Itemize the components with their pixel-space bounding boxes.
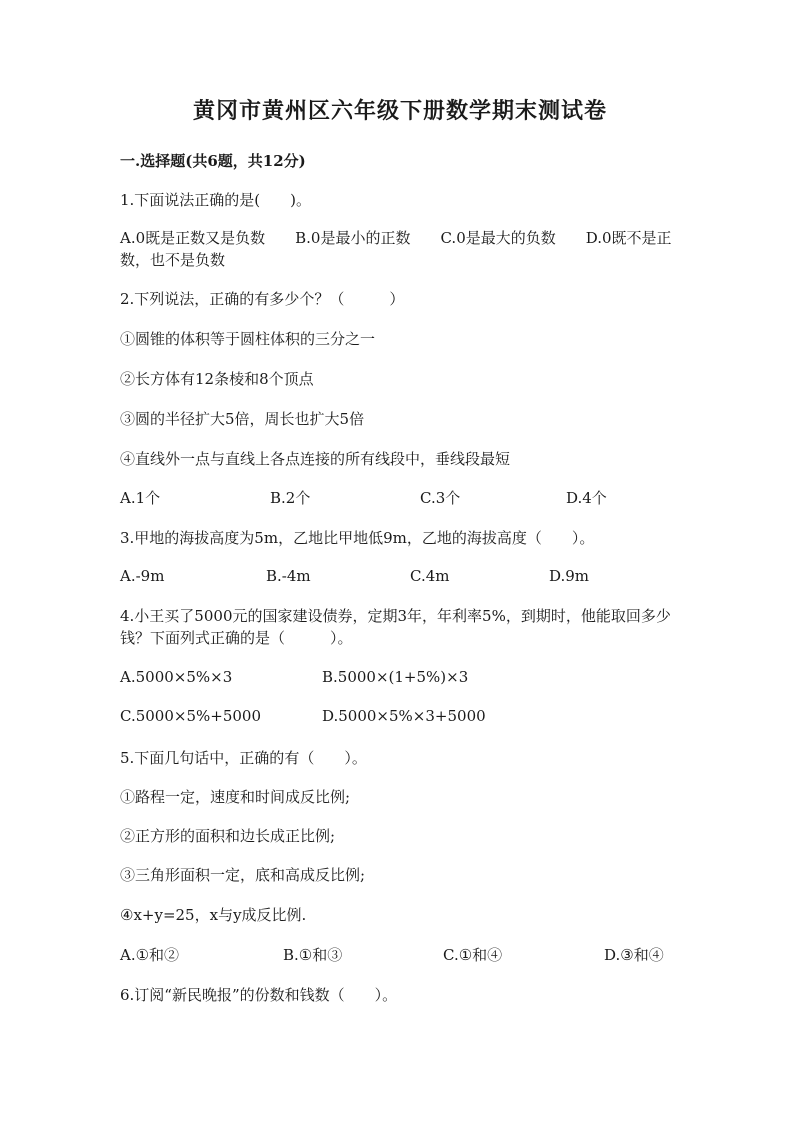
question-2-option-c: C.3个 [420, 489, 461, 507]
question-5-item-1: ①路程一定，速度和时间成反比例; [120, 788, 351, 806]
question-3-stem: 3.甲地的海拔高度为5m，乙地比甲地低9m，乙地的海拔高度（ ）。 [120, 529, 595, 547]
question-4-option-a: A.5000×5%×3 [120, 668, 233, 686]
question-5-option-d: D.③和④ [604, 946, 664, 964]
question-6-stem: 6.订阅“新民晚报”的份数和钱数（ ）。 [120, 986, 398, 1004]
section-heading: 一.选择题(共6题，共12分) [120, 152, 306, 170]
question-2-option-d: D.4个 [566, 489, 607, 507]
question-2-stem: 2.下列说法，正确的有多少个？（ ） [120, 290, 405, 308]
question-4-stem: 4.小王买了5000元的国家建设债券，定期3年，年利率5%，到期时，他能取回多少钱？下面列式正确的是（ ）。 [120, 607, 671, 647]
question-3-option-d: D.9m [549, 567, 590, 585]
question-4-option-b: B.5000×(1+5%)×3 [322, 668, 469, 686]
question-5-option-b: B.①和③ [283, 946, 343, 964]
question-2-item-3: ③圆的半径扩大5倍，周长也扩大5倍 [120, 410, 365, 428]
question-2-option-a: A.1个 [120, 489, 161, 507]
question-1-stem: 1.下面说法正确的是( )。 [120, 191, 312, 209]
question-5-stem: 5.下面几句话中，正确的有（ ）。 [120, 749, 367, 767]
question-4-option-c: C.5000×5%+5000 [120, 707, 261, 725]
question-2-item-4: ④直线外一点与直线上各点连接的所有线段中，垂线段最短 [120, 450, 511, 468]
question-2-option-b: B.2个 [270, 489, 311, 507]
question-2-item-2: ②长方体有12条棱和8个顶点 [120, 370, 314, 388]
page-title: 黄冈市黄州区六年级下册数学期末测试卷 [192, 98, 607, 124]
question-5-item-2: ②正方形的面积和边长成正比例; [120, 827, 336, 845]
question-3-option-a: A.-9m [120, 567, 165, 585]
question-2-item-1: ①圆锥的体积等于圆柱体积的三分之一 [120, 330, 376, 348]
question-3-option-b: B.-4m [266, 567, 311, 585]
question-5-option-a: A.①和② [120, 946, 180, 964]
question-3-option-c: C.4m [410, 567, 450, 585]
question-5-item-4: ④x+y=25，x与y成反比例. [120, 906, 307, 924]
question-5-item-3: ③三角形面积一定，底和高成反比例; [120, 866, 366, 884]
question-5-option-c: C.①和④ [443, 946, 503, 964]
question-1-options: A.0既是正数又是负数 B.0是最小的正数 C.0是最大的负数 D.0既不是正数，也不是负数 [120, 229, 672, 269]
question-4-option-d: D.5000×5%×3+5000 [322, 707, 486, 725]
